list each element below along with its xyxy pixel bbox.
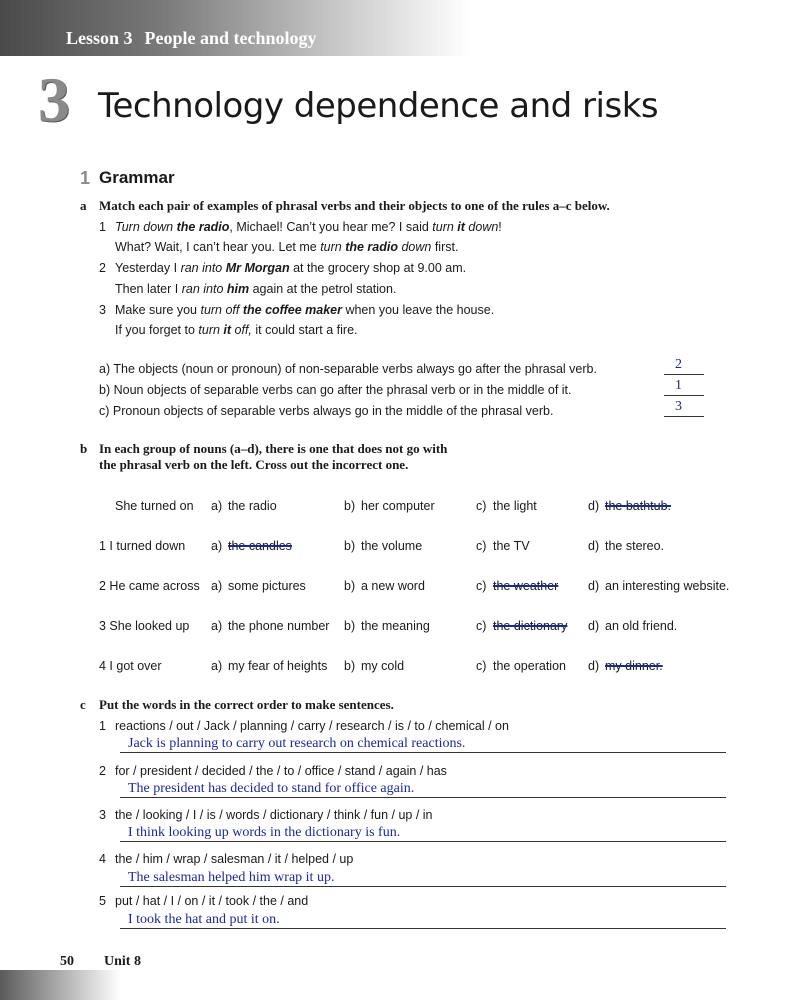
option-label: a): [211, 539, 223, 553]
text-run: turn: [432, 220, 458, 234]
item-prompt: put / hat / I / on / it / took / the / and: [115, 894, 309, 908]
option-label: b): [344, 579, 356, 593]
option-label: a): [211, 499, 223, 513]
part-b-instruction-1: In each group of nouns (a–d), there is one that does not go with: [99, 441, 448, 456]
option-label: d): [588, 619, 600, 633]
option-label: c): [476, 499, 487, 513]
item-answer: Jack is planning to carry out research on chemical reactions.: [128, 736, 466, 751]
text-run: it: [223, 323, 232, 337]
row-stem: 3 She looked up: [99, 619, 190, 633]
option-text: the meaning: [361, 619, 430, 633]
option-label: c): [476, 539, 487, 553]
answer-line: [664, 416, 704, 417]
answer-line: [120, 752, 726, 753]
example-line: [115, 323, 358, 337]
option-crossed: the dictionary: [493, 619, 568, 633]
option-label: b): [344, 619, 356, 633]
example-number: 3: [99, 303, 106, 317]
text-run: him: [226, 282, 250, 296]
item-number: 3: [99, 808, 106, 822]
footer-unit: Unit 8: [104, 954, 141, 969]
text-run: turn: [198, 323, 224, 337]
text-run: Mr Morgan: [225, 261, 290, 275]
option-label: b): [344, 659, 356, 673]
rule-answer: 1: [675, 378, 682, 393]
text-run: Turn down: [115, 220, 177, 234]
text-run: What? Wait, I can’t hear you. Let me: [115, 240, 321, 254]
text-run: ran into: [180, 261, 226, 275]
text-run: Then later I: [115, 282, 182, 296]
option-crossed: the candles: [228, 539, 292, 553]
item-answer: The salesman helped him wrap it up.: [128, 870, 335, 885]
text-run: again at the petrol station.: [249, 282, 397, 296]
example-number: 2: [99, 261, 106, 275]
text-run: ran into: [181, 282, 227, 296]
row-stem: 1 I turned down: [99, 539, 186, 553]
example-line: [115, 220, 502, 234]
text-run: the radio: [345, 240, 398, 254]
page-title: Technology dependence and risks: [98, 86, 659, 126]
text-run: off,: [231, 323, 252, 337]
rule-answer: 2: [675, 357, 682, 372]
option-text: a new word: [361, 579, 425, 593]
option-text: the radio: [228, 499, 277, 513]
text-run: it could start a fire.: [251, 323, 358, 337]
example-line: [115, 303, 494, 317]
option-text: the light: [493, 499, 537, 513]
answer-line: [120, 797, 726, 798]
option-text: an interesting website.: [605, 579, 730, 593]
option-crossed: my dinner.: [605, 659, 663, 673]
option-text: the operation: [493, 659, 566, 673]
text-run: down: [464, 220, 499, 234]
option-text: my fear of heights: [228, 659, 328, 673]
part-c-letter: c: [80, 697, 86, 712]
text-run: turn off: [200, 303, 243, 317]
answer-line: [664, 374, 704, 375]
section-number: 1: [80, 168, 91, 188]
text-run: the coffee maker: [242, 303, 342, 317]
option-label: c): [476, 619, 487, 633]
lesson-number: 3: [38, 64, 70, 135]
option-crossed: the weather: [493, 579, 559, 593]
item-number: 1: [99, 719, 106, 733]
option-text: the TV: [493, 539, 530, 553]
part-c-instruction: Put the words in the correct order to make sentences.: [99, 697, 394, 712]
answer-line: [664, 395, 704, 396]
item-prompt: reactions / out / Jack / planning / carry / research / is / to / chemical / on: [115, 719, 509, 733]
section-title: Grammar: [99, 168, 175, 187]
footer-page-number: 50: [60, 954, 74, 969]
text-run: turn: [320, 240, 346, 254]
text-run: , Michael! Can’t you hear me? I said: [229, 220, 433, 234]
part-a-letter: a: [80, 198, 87, 213]
text-run: Make sure you: [115, 303, 201, 317]
option-text: the phone number: [228, 619, 330, 633]
rule-answer: 3: [675, 399, 682, 414]
option-label: a): [211, 619, 223, 633]
option-label: c): [476, 659, 487, 673]
part-b-letter: b: [80, 441, 88, 456]
option-label: d): [588, 579, 600, 593]
rule-text: a) The objects (noun or pronoun) of non-separable verbs always go after the phrasal verb.: [99, 362, 597, 376]
text-run: it: [457, 220, 465, 234]
text-run: at the grocery shop at 9.00 am.: [289, 261, 467, 275]
text-run: !: [498, 220, 502, 234]
option-label: d): [588, 499, 600, 513]
answer-line: [120, 928, 726, 929]
option-label: b): [344, 539, 356, 553]
item-prompt: for / president / decided / the / to / office / stand / again / has: [115, 764, 447, 778]
option-crossed: the bathtub.: [605, 499, 672, 513]
text-run: first.: [431, 240, 459, 254]
option-label: d): [588, 659, 600, 673]
answer-line: [120, 886, 726, 887]
row-stem: She turned on: [115, 499, 194, 513]
option-text: the stereo.: [605, 539, 665, 553]
text-run: If you forget to: [115, 323, 199, 337]
option-text: some pictures: [228, 579, 306, 593]
item-number: 4: [99, 852, 106, 866]
item-number: 5: [99, 894, 106, 908]
rule-text: c) Pronoun objects of separable verbs always go in the middle of the phrasal verb.: [99, 404, 554, 418]
option-label: c): [476, 579, 487, 593]
item-answer: The president has decided to stand for office again.: [128, 781, 415, 796]
text-run: down: [398, 240, 432, 254]
example-number: 1: [99, 220, 106, 234]
rule-text: b) Noun objects of separable verbs can go after the phrasal verb or in the middle of it.: [99, 383, 572, 397]
text-run: Yesterday I: [115, 261, 181, 275]
example-line: [115, 240, 458, 254]
option-label: b): [344, 499, 356, 513]
option-text: her computer: [361, 499, 435, 513]
option-label: a): [211, 579, 223, 593]
item-answer: I took the hat and put it on.: [128, 912, 280, 927]
example-line: [115, 282, 396, 296]
option-label: a): [211, 659, 223, 673]
answer-line: [120, 841, 726, 842]
item-number: 2: [99, 764, 106, 778]
part-b-instruction-2: the phrasal verb on the left. Cross out the incorrect one.: [99, 457, 409, 472]
row-stem: 4 I got over: [99, 659, 162, 673]
option-text: my cold: [361, 659, 405, 673]
item-prompt: the / him / wrap / salesman / it / helped / up: [115, 852, 354, 866]
header-lesson: Lesson 3 People and technology: [66, 28, 317, 48]
option-text: an old friend.: [605, 619, 678, 633]
footer-bar: [0, 970, 120, 1000]
part-a-instruction: Match each pair of examples of phrasal verbs and their objects to one of the rules a–c below.: [99, 198, 610, 213]
row-stem: 2 He came across: [99, 579, 200, 593]
item-prompt: the / looking / I / is / words / dictionary / think / fun / up / in: [115, 808, 433, 822]
example-line: [115, 261, 466, 275]
text-run: when you leave the house.: [341, 303, 495, 317]
option-label: d): [588, 539, 600, 553]
item-answer: I think looking up words in the dictionary is fun.: [128, 825, 401, 840]
option-text: the volume: [361, 539, 423, 553]
text-run: the radio: [176, 220, 230, 234]
